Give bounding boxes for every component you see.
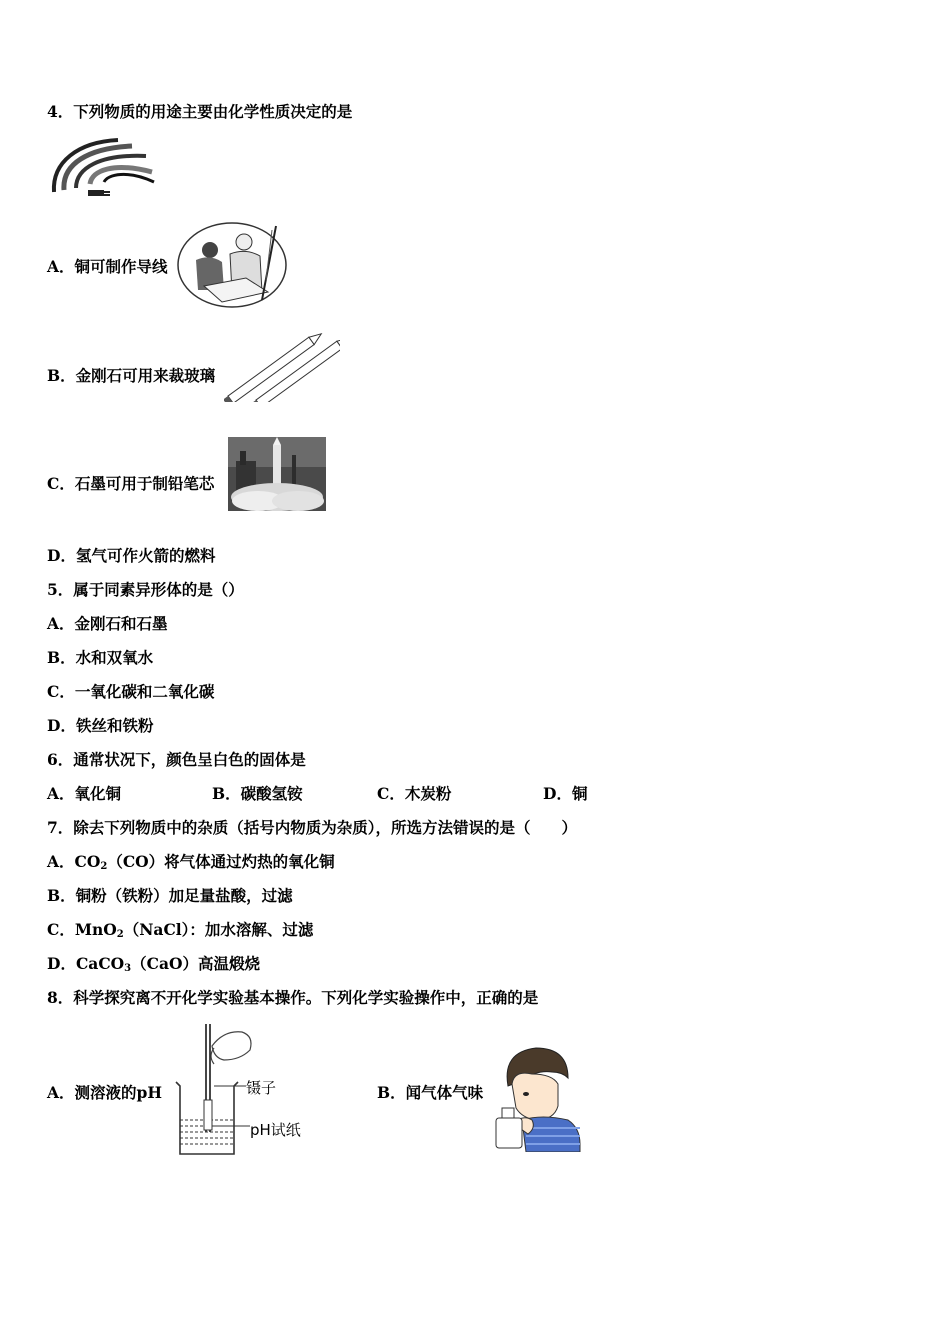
q4-stem: 4．下列物质的用途主要由化学性质决定的是 — [47, 102, 353, 121]
q5-option-d: D．铁丝和铁粉 — [47, 716, 154, 735]
q7-option-c: C．MnO$_2$（NaCl）：加水溶解、过滤 — [47, 920, 314, 940]
smelling-gas-image — [492, 1044, 584, 1152]
q4-option-b: B．金刚石可用来裁玻璃 — [47, 366, 216, 385]
q8-stem: 8．科学探究离不开化学实验基本操作。下列化学实验操作中，正确的是 — [47, 988, 539, 1007]
q7-option-a: A．$CO_2(CO)$将气体通过灼热的氧化铜 — [47, 852, 335, 872]
q5-option-b: B．水和双氧水 — [47, 648, 154, 667]
q5-stem: 5．属于同素异形体的是（） — [47, 580, 244, 599]
q4-option-c: C．石墨可用于制铅笔芯 — [47, 474, 215, 493]
q7-stem: 7．除去下列物质中的杂质（括号内物质为杂质），所选方法错误的是（ ） — [47, 818, 578, 837]
tweezers-label: 镊子 — [246, 1079, 277, 1097]
pencils-image — [224, 326, 340, 402]
q6-option-b: B．碳酸氢铵 — [212, 784, 303, 803]
q6-stem: 6．通常状况下，颜色呈白色的固体是 — [47, 750, 306, 769]
q6-option-d: D．铜 — [543, 784, 588, 803]
q4-option-d: D．氢气可作火箭的燃料 — [47, 546, 216, 565]
q8-option-b: B．闻气体气味 — [377, 1083, 484, 1102]
q6-option-c: C．木炭粉 — [377, 784, 452, 803]
drafting-image — [176, 220, 288, 310]
q5-option-c: C．一氧化碳和二氧化碳 — [47, 682, 215, 701]
cables-image — [48, 132, 156, 204]
q7-option-d: D．CaCO$_3$（CaO）高温煅烧 — [47, 954, 261, 974]
q5-option-a: A．金刚石和石墨 — [47, 614, 168, 633]
ph-paper-label: pH试纸 — [250, 1121, 301, 1139]
q7-option-b: B．铜粉（铁粉）加足量盐酸，过滤 — [47, 886, 293, 905]
q8-option-a: A．测溶液的pH — [47, 1083, 163, 1102]
ph-test-diagram — [168, 1020, 308, 1162]
rocket-launch-image — [228, 437, 326, 511]
q4-option-a: A．铜可制作导线 — [47, 257, 168, 276]
q6-option-a: A．氧化铜 — [47, 784, 122, 803]
